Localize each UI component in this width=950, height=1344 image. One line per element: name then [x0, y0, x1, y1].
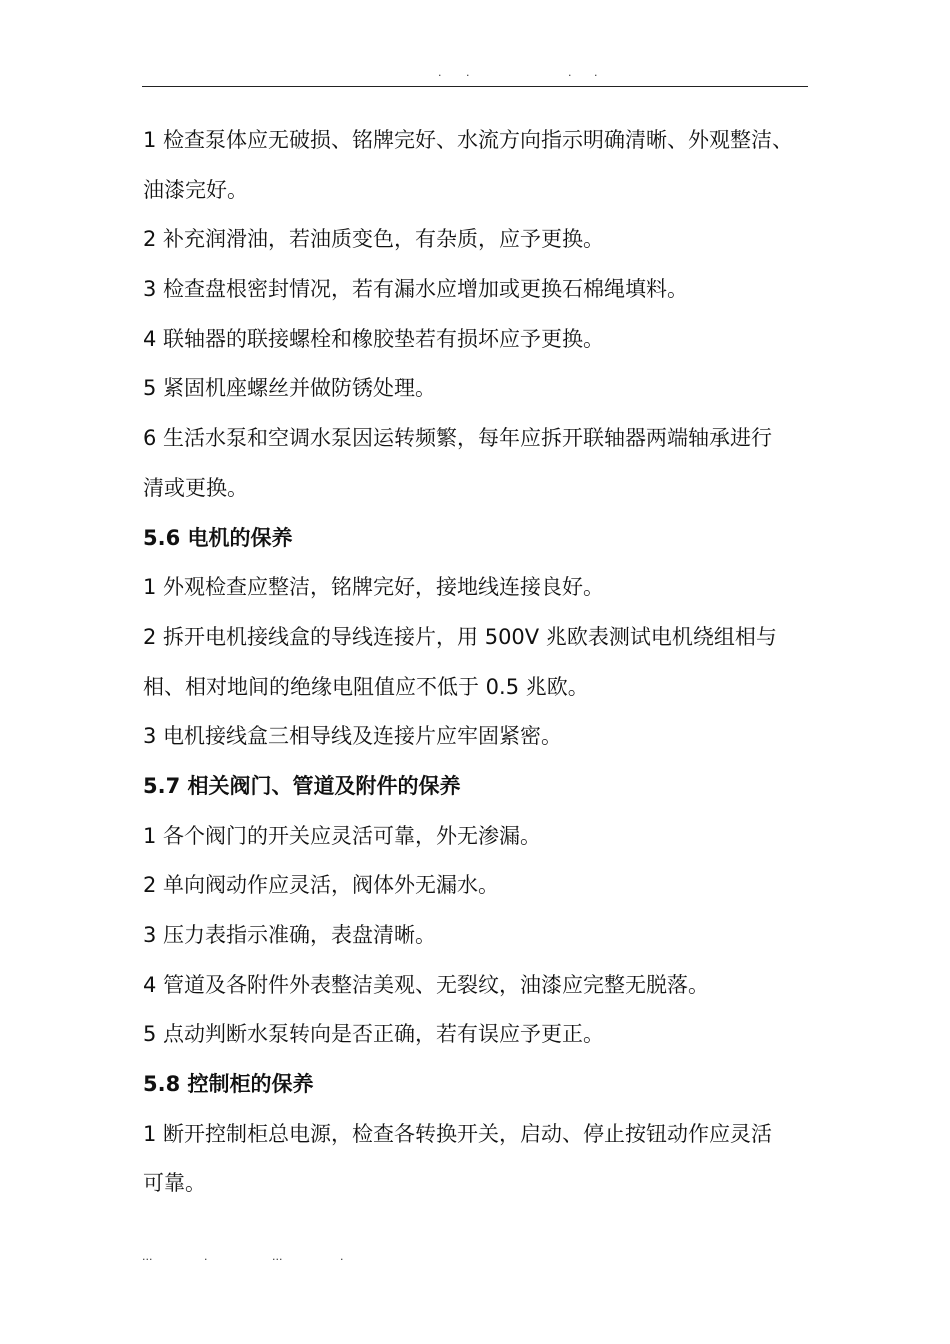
- paragraph-line: 6 生活水泵和空调水泵因运转频繁，每年应拆开联轴器两端轴承进行: [143, 426, 773, 451]
- paragraph-line: 4 联轴器的联接螺栓和橡胶垫若有损坏应予更换。: [143, 326, 605, 351]
- paragraph-line: 1 断开控制柜总电源，检查各转换开关，启动、停止按钮动作应灵活: [143, 1121, 773, 1146]
- paragraph-line: 1 各个阀门的开关应灵活可靠，外无渗漏。: [143, 823, 542, 848]
- footer-dot: .: [340, 1250, 344, 1263]
- header-dots: [142, 66, 808, 80]
- section-heading-5-8: 5.8 控制柜的保养: [143, 1072, 314, 1097]
- page-footer: [142, 1250, 808, 1264]
- document-body: [143, 116, 811, 1209]
- paragraph-line: 3 压力表指示准确，表盘清晰。: [143, 923, 437, 947]
- paragraph-line: 2 补充润滑油，若油质变色，有杂质，应予更换。: [143, 227, 605, 252]
- paragraph-line: 油漆完好。: [143, 177, 248, 202]
- paragraph-line: 5 点动判断水泵转向是否正确，若有误应予更正。: [143, 1022, 605, 1047]
- paragraph-line: 4 管道及各附件外表整洁美观、无裂纹，油漆应完整无脱落。: [143, 972, 710, 997]
- paragraph-line: 可靠。: [143, 1171, 206, 1196]
- paragraph-line: 1 检查泵体应无破损、铭牌完好、水流方向指示明确清晰、外观整洁、: [143, 128, 794, 152]
- paragraph-line: 3 检查盘根密封情况，若有漏水应增加或更换石棉绳填料。: [143, 277, 689, 302]
- paragraph-line: 1 外观检查应整洁，铭牌完好，接地线连接良好。: [143, 575, 605, 600]
- section-heading-5-6: 5.6 电机的保养: [143, 525, 293, 550]
- header-dot: .: [594, 66, 598, 79]
- section-heading-5-7: 5.7 相关阀门、管道及附件的保养: [143, 773, 461, 798]
- header-dot: .: [466, 66, 470, 79]
- paragraph-line: 相、相对地间的绝缘电阻值应不低于 0.5 兆欧。: [143, 674, 589, 699]
- paragraph-line: 2 拆开电机接线盒的导线连接片，用 500V 兆欧表测试电机绕组相与: [143, 624, 777, 649]
- paragraph-line: 5 紧固机座螺丝并做防锈处理。: [143, 376, 437, 401]
- paragraph-line: 清或更换。: [143, 475, 248, 500]
- footer-dot: ...: [272, 1250, 283, 1263]
- paragraph-line: 3 电机接线盒三相导线及连接片应牢固紧密。: [143, 724, 563, 749]
- header-dot: .: [568, 66, 572, 79]
- header-rule: [142, 86, 808, 87]
- paragraph-line: 2 单向阀动作应灵活，阀体外无漏水。: [143, 873, 500, 898]
- footer-dot: .: [204, 1250, 208, 1263]
- header-dot: .: [438, 66, 442, 79]
- footer-dot: ...: [142, 1250, 153, 1263]
